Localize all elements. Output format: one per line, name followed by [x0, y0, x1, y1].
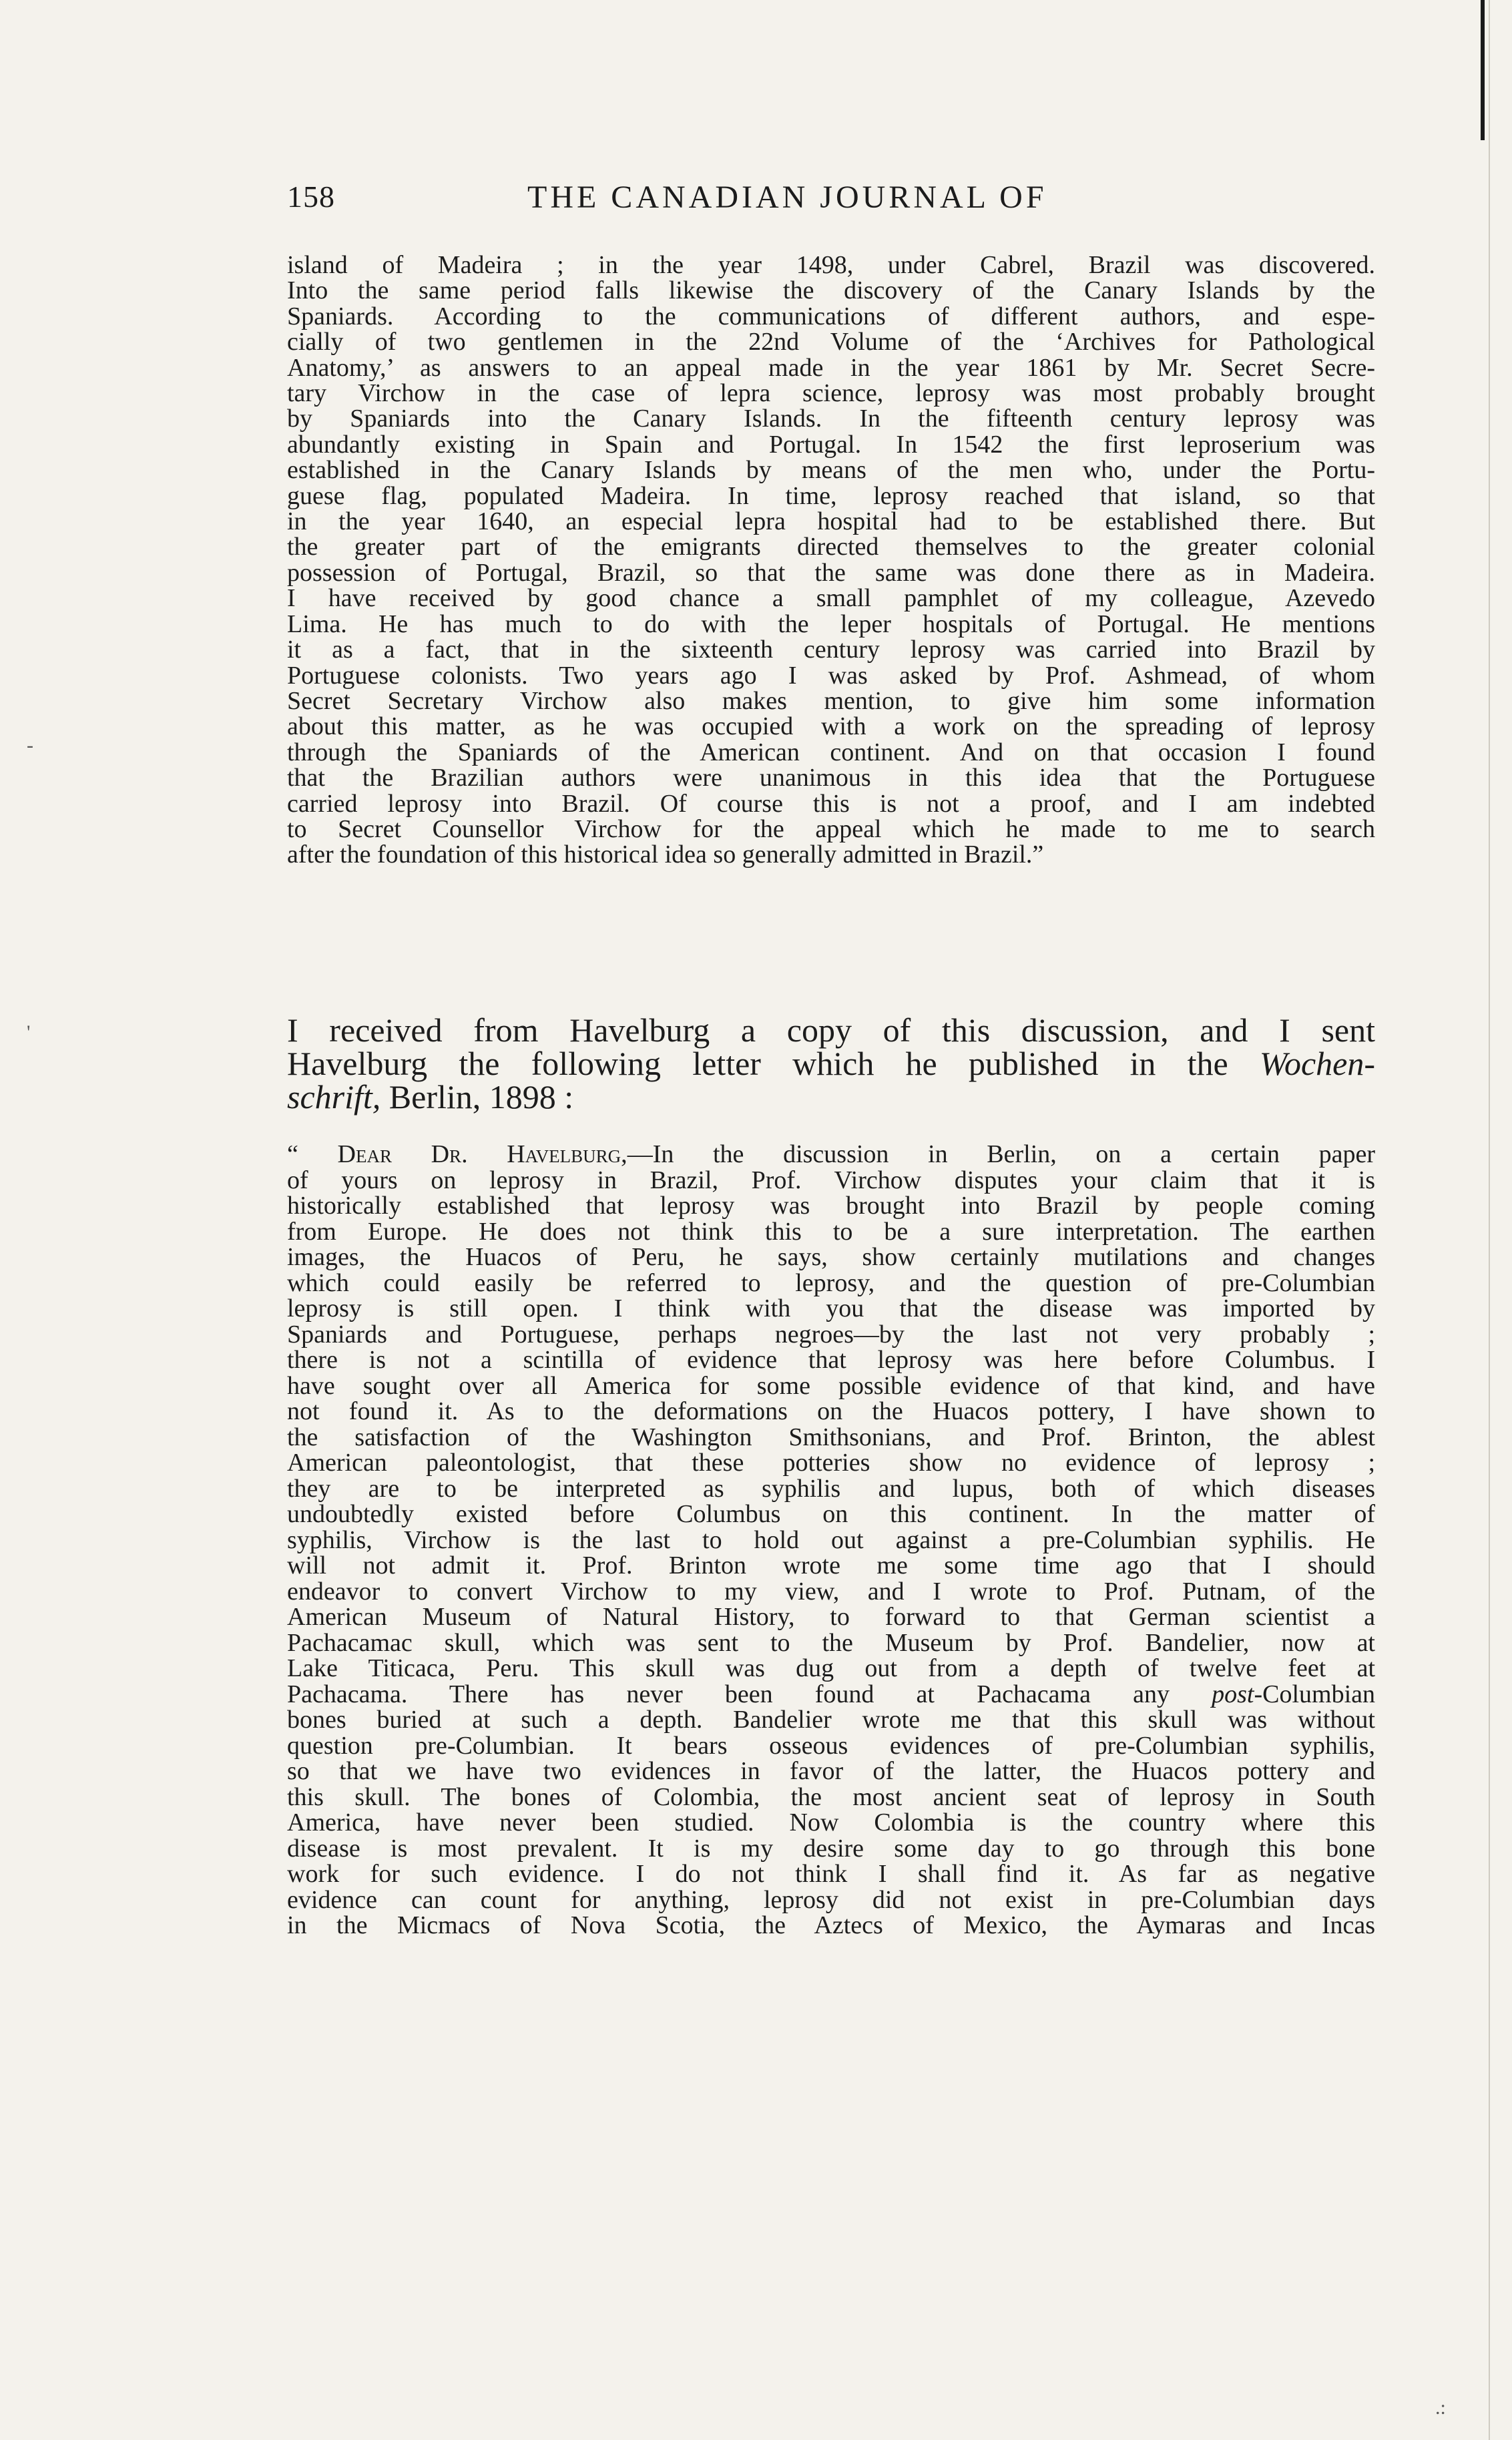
italic-word: post: [1212, 1680, 1254, 1708]
text-line: leprosy is still open. I think with you that the disease was imported by: [287, 1294, 1375, 1322]
text-line: Lima. He has much to do with the leper hospitals of Portugal. He mentions: [287, 609, 1375, 638]
running-head: [287, 179, 1482, 219]
text-fragment: —In the discussion in Berlin, on a certain paper: [627, 1140, 1375, 1168]
text-line: I have received by good chance a small pamphlet of my colleague, Azevedo: [287, 584, 1375, 613]
margin-speck: ': [27, 1021, 31, 1043]
text-line: [287, 1047, 1375, 1080]
page-number: 158: [287, 180, 335, 214]
text-line: Into the same period falls likewise the discovery of the Canary Islands by the: [287, 276, 1375, 305]
text-line: syphilis, Virchow is the last to hold out against a pre-Columbian syphilis. He: [287, 1525, 1375, 1554]
text-line: in the Micmacs of Nova Scotia, the Aztecs of Mexico, the Aymaras and Incas: [287, 1911, 1375, 1939]
text-line: Secret Secretary Virchow also makes mention, to give him some information: [287, 686, 1375, 715]
text-fragment: Berlin, 1898 :: [389, 1078, 574, 1116]
text-line: the satisfaction of the Washington Smithsonians, and Prof. Brinton, the ablest: [287, 1423, 1375, 1451]
text-line: through the Spaniards of the American continent. And on that occasion I found: [287, 738, 1375, 766]
text-line: island of Madeira ; in the year 1498, under Cabrel, Brazil was discovered.: [287, 251, 1375, 279]
margin-speck: -: [27, 734, 33, 756]
text-line: to Secret Counsellor Virchow for the appeal which he made to me to search: [287, 814, 1375, 843]
text-line: abundantly existing in Spain and Portugal. In 1542 the first leproserium was: [287, 430, 1375, 459]
text-line: which could easily be referred to leprosy, and the question of pre-Columbian: [287, 1268, 1375, 1297]
text-line: [287, 1142, 1375, 1168]
text-line: there is not a scintilla of evidence that leprosy was here before Columbus. I: [287, 1346, 1375, 1374]
text-line: guese flag, populated Madeira. In time, leprosy reached that island, so that: [287, 481, 1375, 510]
text-line: evidence can count for anything, leprosy did not exist in pre-Columbian days: [287, 1885, 1375, 1914]
page-edge-rule: [1481, 0, 1485, 140]
text-line: undoubtedly existed before Columbus on this continent. In the matter of: [287, 1500, 1375, 1528]
text-line: bones buried at such a depth. Bandelier wrote me that this skull was without: [287, 1706, 1375, 1734]
text-line: after the foundation of this historical idea so generally admitted in Brazil.”: [287, 840, 1044, 869]
text-line: images, the Huacos of Peru, he says, show certainly mutilations and changes: [287, 1243, 1375, 1271]
text-line: Portuguese colonists. Two years ago I was asked by Prof. Ashmead, of whom: [287, 661, 1375, 690]
text-line: Spaniards and Portuguese, perhaps negroes—by the last not very probably ;: [287, 1320, 1375, 1349]
text-line: established in the Canary Islands by means of the men who, under the Portu-: [287, 456, 1375, 485]
text-line: carried leprosy into Brazil. Of course this is not a proof, and I am indebted: [287, 789, 1375, 818]
text-fragment: Pachacama. There has never been found at Pachacama any: [287, 1680, 1170, 1708]
text-line: I received from Havelburg a copy of this discussion, and I sent: [287, 1011, 1375, 1049]
text-line: [287, 1682, 1375, 1708]
text-line: American paleontologist, that these potteries show no evidence of leprosy ;: [287, 1449, 1375, 1477]
text-line: not found it. As to the deformations on the Huacos pottery, I have shown to: [287, 1397, 1375, 1425]
italic-title: schrift,: [287, 1078, 381, 1116]
italic-title: Wochen-: [1259, 1045, 1376, 1082]
text-line: about this matter, as he was occupied with a work on the spreading of leprosy: [287, 712, 1375, 741]
text-line: Pachacamac skull, which was sent to the Museum by Prof. Bandelier, now at: [287, 1628, 1375, 1657]
text-line: America, have never been studied. Now Colombia is the country where this: [287, 1808, 1375, 1837]
text-line: Anatomy,’ as answers to an appeal made in the year 1861 by Mr. Secret Secre-: [287, 353, 1375, 382]
text-line: this skull. The bones of Colombia, the most ancient seat of leprosy in South: [287, 1782, 1375, 1811]
text-line: so that we have two evidences in favor of the latter, the Huacos pottery and: [287, 1757, 1375, 1785]
text-line: have sought over all America for some possible evidence of that kind, and have: [287, 1371, 1375, 1400]
text-line: from Europe. He does not think this to be a sure interpretation. The earthen: [287, 1217, 1375, 1246]
text-line: endeavor to convert Virchow to my view, and I wrote to Prof. Putnam, of the: [287, 1577, 1375, 1606]
letter-salutation: “ Dear Dr. Havelburg,: [287, 1140, 627, 1168]
text-line: Lake Titicaca, Peru. This skull was dug out from a depth of twelve feet at: [287, 1654, 1375, 1682]
text-line: they are to be interpreted as syphilis and lupus, both of which diseases: [287, 1474, 1375, 1503]
text-line: the greater part of the emigrants directed themselves to the greater colonial: [287, 533, 1375, 561]
intro-paragraph: [287, 1013, 1375, 1114]
text-line: disease is most prevalent. It is my desire some day to go through this bone: [287, 1834, 1375, 1863]
text-line: work for such evidence. I do not think I shall find it. As far as negative: [287, 1860, 1375, 1888]
text-fragment: Havelburg the following letter which he published in the: [287, 1045, 1228, 1082]
margin-speck: .:: [1435, 2397, 1446, 2419]
text-line: will not admit it. Prof. Brinton wrote me some time ago that I should: [287, 1551, 1375, 1579]
text-fragment: -Columbian: [1254, 1680, 1375, 1708]
text-line: by Spaniards into the Canary Islands. In the fifteenth century leprosy was: [287, 405, 1375, 433]
text-line: it as a fact, that in the sixteenth century leprosy was carried into Brazil by: [287, 636, 1375, 664]
text-line: [287, 1080, 1375, 1114]
text-line: tary Virchow in the case of lepra science, leprosy was most probably brought: [287, 379, 1375, 408]
text-line: that the Brazilian authors were unanimous in this idea that the Portuguese: [287, 764, 1375, 792]
text-line: question pre-Columbian. It bears osseous evidences of pre-Columbian syphilis,: [287, 1731, 1375, 1760]
text-line: Spaniards. According to the communications of different authors, and espe-: [287, 302, 1375, 330]
letter-paragraph: [287, 1142, 1375, 1939]
text-line: possession of Portugal, Brazil, so that the same was done there as in Madeira.: [287, 558, 1375, 587]
page-edge-shadow: [1489, 0, 1490, 2440]
text-line: American Museum of Natural History, to forward to that German scientist a: [287, 1603, 1375, 1631]
text-line: of yours on leprosy in Brazil, Prof. Virchow disputes your claim that it is: [287, 1166, 1375, 1194]
journal-title: THE CANADIAN JOURNAL OF: [527, 180, 1047, 215]
text-line: cially of two gentlemen in the 22nd Volume of the ‘Archives for Pathological: [287, 328, 1375, 356]
text-line: historically established that leprosy was brought into Brazil by people coming: [287, 1192, 1375, 1220]
text-line: in the year 1640, an especial lepra hospital had to be established there. But: [287, 507, 1375, 536]
quoted-paragraph: [287, 252, 1375, 868]
